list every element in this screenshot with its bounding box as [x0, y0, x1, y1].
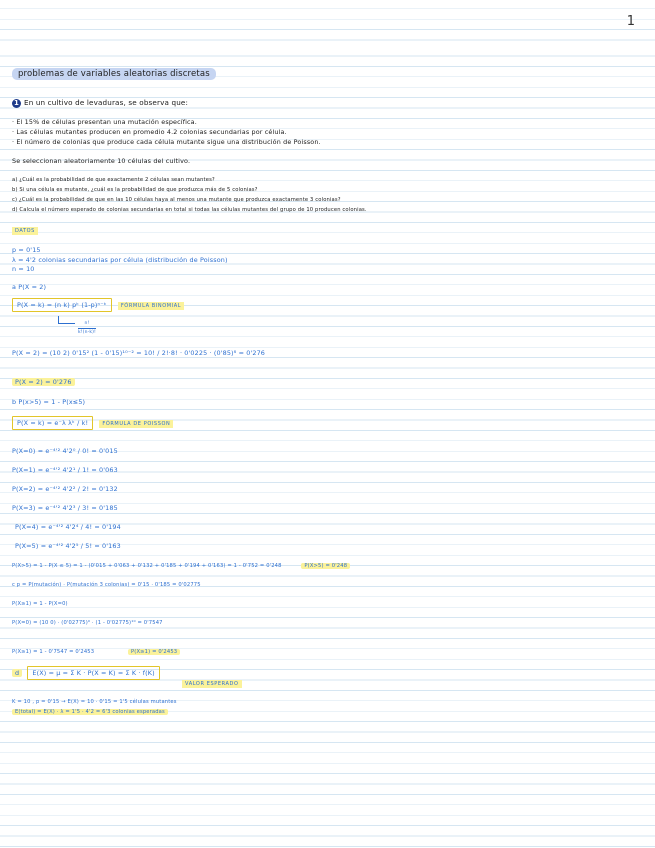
part-d-line: [12, 708, 168, 716]
page-title: problemas de variables aleatorias discretas: [12, 68, 216, 80]
problem-number-badge: 1: [13, 99, 20, 107]
part-b-final-row: [12, 562, 350, 570]
page-number: 1: [626, 14, 635, 29]
part-c-line: P(X≥1) = 1 - P(X=0): [12, 601, 68, 607]
datos-item: n = 10: [12, 265, 35, 273]
poisson-formula-row: [12, 416, 173, 430]
poisson-term: P(X=5) = e⁻⁴'² 4'2⁵ / 5! = 0'163: [15, 542, 121, 550]
intro-text: En un cultivo de levaduras, se observa que:: [24, 98, 189, 107]
part-a-result: P(X = 2) = 0'276: [12, 378, 75, 386]
part-a-calc: P(X = 2) = (10 2) 0'15² (1 - 0'15)¹⁰⁻² = 10! / 2!·8! · 0'0225 · (0'85)⁸ = 0'276: [12, 349, 266, 357]
combination-fraction: [78, 320, 96, 337]
part-d-tag-row: [182, 679, 242, 688]
poisson-formula: P(X = k) = e⁻λ λᵏ / k!: [12, 416, 93, 430]
expected-value-tag: VALOR ESPERADO: [182, 680, 242, 688]
part-c-line: P(X=0) = (10 0) · (0'02775)⁰ · (1 - 0'02775)¹⁰ = 0'7547: [12, 620, 163, 626]
question-item: a) ¿Cuál es la probabilidad de que exactamente 2 células sean mutantes?: [12, 177, 215, 183]
binomial-formula-row: [12, 298, 184, 312]
part-d-label: d: [12, 669, 22, 677]
poisson-tag: FÓRMULA DE POISSON: [99, 420, 173, 428]
binomial-tag: FÓRMULA BINOMIAL: [118, 302, 184, 310]
fact-item: · El número de colonias que produce cada célula mutante sigue una distribución de Poisson.: [12, 138, 321, 146]
page-title-row: [12, 70, 216, 78]
poisson-term: P(X=2) = e⁻⁴'² 4'2² / 2! = 0'132: [12, 485, 118, 493]
comb-denominator: k!(n-k)!: [78, 330, 97, 335]
part-a-result-row: [12, 378, 75, 386]
problem-intro: [12, 99, 188, 108]
part-d-total: E(total) = E(X) · λ = 1'5 · 4'2 = 6'3 colonias esperadas: [12, 709, 168, 715]
part-c-result: P(X≥1) = 0'2453: [128, 649, 180, 655]
part-b-result: P(X>5) = 0'248: [301, 563, 350, 569]
part-d-line: K = 10 , p = 0'15 → E(X) = 10 · 0'15 = 1'5 células mutantes: [12, 699, 177, 705]
selection-text: Se seleccionan aleatoriamente 10 células del cultivo.: [12, 157, 191, 165]
part-c-header: c p = P(mutación) · P(mutación 3 colonias) = 0'15 · 0'185 = 0'02775: [12, 582, 201, 588]
part-d-row: [12, 666, 160, 680]
part-b-final: P(X>5) = 1 - P(X ≤ 5) = 1 - (0'015 + 0'063 + 0'132 + 0'185 + 0'194 + 0'163) = 1 - 0'752 = 0'248: [12, 563, 282, 569]
fact-item: · Las células mutantes producen en promedio 4.2 colonias secundarias por célula.: [12, 128, 287, 136]
part-b-header: b P(x>5) = 1 - P(x≤5): [12, 398, 86, 406]
datos-heading: [12, 226, 38, 235]
question-item: b) Si una célula es mutante, ¿cuál es la probabilidad de que produzca más de 5 colonias?: [12, 187, 258, 193]
part-a-header: a P(X = 2): [12, 283, 47, 291]
question-item: d) Calcula el número esperado de colonias secundarias en total si todas las células mutantes del grupo de 10 producen colonias.: [12, 207, 367, 213]
binomial-formula: P(X = k) = (n k) pᵏ (1-p)ⁿ⁻ᵏ: [12, 298, 112, 312]
arrow-line: [58, 316, 75, 324]
part-c-line: P(X≥1) = 1 - 0'7547 = 0'2453: [12, 649, 95, 655]
poisson-term: P(X=1) = e⁻⁴'² 4'2¹ / 1! = 0'063: [12, 466, 118, 474]
question-item: c) ¿Cuál es la probabilidad de que en las 10 células haya al menos una mutante que produzca exactamente 3 colonias?: [12, 197, 341, 203]
poisson-term: P(X=4) = e⁻⁴'² 4'2⁴ / 4! = 0'194: [15, 523, 121, 531]
datos-item: λ = 4'2 colonias secundarias por célula (distribución de Poisson): [12, 256, 228, 264]
poisson-term: P(X=0) = e⁻⁴'² 4'2⁰ / 0! = 0'015: [12, 447, 118, 455]
fact-item: · El 15% de células presentan una mutación específica.: [12, 118, 197, 126]
datos-label: DATOS: [12, 227, 38, 235]
part-c-result-row: [12, 648, 180, 656]
poisson-term: P(X=3) = e⁻⁴'² 4'2³ / 3! = 0'185: [12, 504, 118, 512]
comb-numerator: n!: [78, 320, 96, 329]
expected-value-formula: E(X) = μ = Σ K · P(X = K) = Σ K · f(K): [27, 666, 159, 680]
datos-item: p = 0'15: [12, 246, 41, 254]
